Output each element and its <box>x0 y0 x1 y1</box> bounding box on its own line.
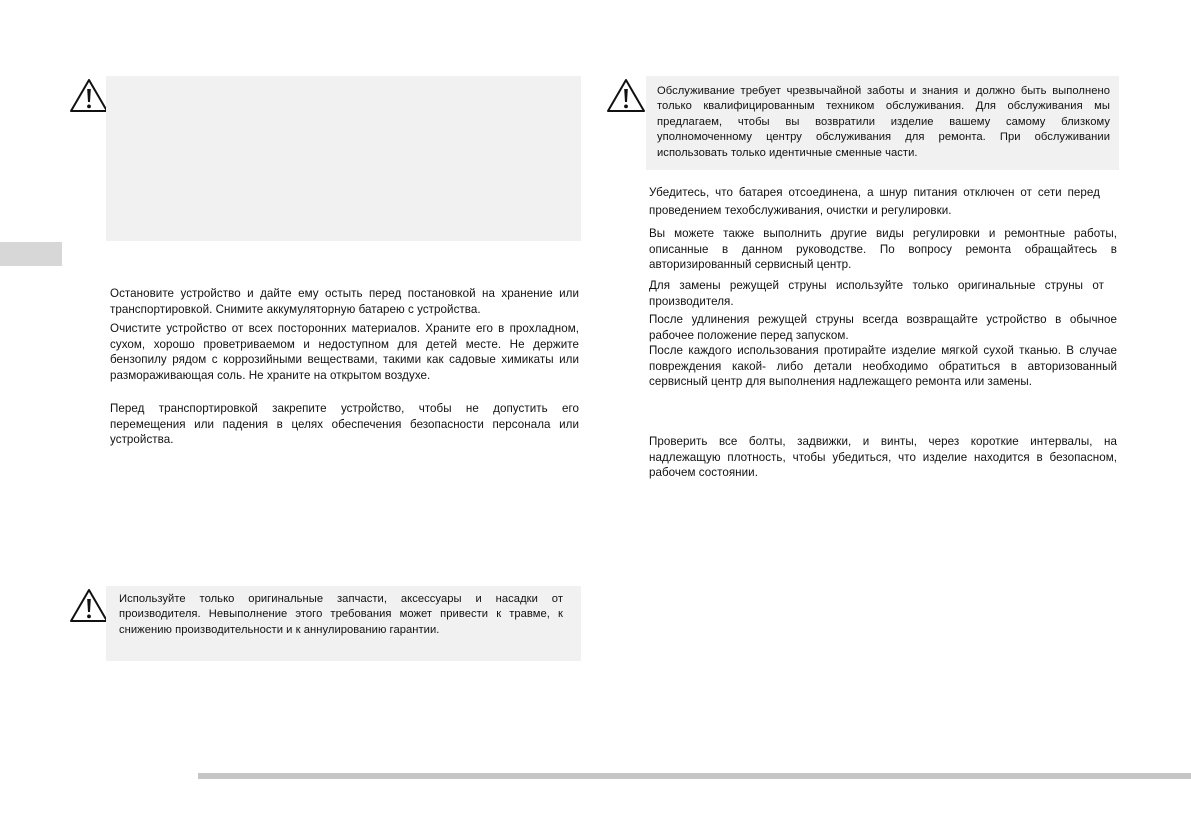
footer-bar <box>198 773 1191 779</box>
warning-text-service: Обслуживание требует чрезвычайной заботы и знания и должно быть выполнено только квалифицированным техником обслуживания. Для обслуживания мы предлагаем, чтобы вы возвратили изделие вашему самому близкому уполномоченному центру обслуживания для ремонта. При обслуживании использовать только идентичные сменные части. <box>657 85 1110 159</box>
paragraph-line-extension: После удлинения режущей струны всегда возвращайте устройство в обычное рабочее положение перед запуском. <box>649 313 1117 342</box>
paragraph-battery-disconnect: Убедитесь, что батарея отсоединена, а шнур питания отключен от сети перед проведением техобслуживания, очистки и регулировки. <box>649 186 1100 217</box>
side-tab-marker <box>0 242 62 266</box>
paragraph-other-adjustments: Вы можете также выполнить другие виды регулировки и ремонтные работы, описанные в данном руководстве. По вопросу ремонта обращайтесь в авторизированный сервисный центр. <box>649 227 1117 272</box>
warning-box-top-left <box>106 76 581 241</box>
paragraph-storage-cooldown: Остановите устройство и дайте ему остыть перед постановкой на хранение или транспортировкой. Снимите аккумуляторную батарею с устройства. <box>110 287 579 316</box>
paragraph-cleaning-after-use: После каждого использования протирайте изделие мягкой сухой тканью. В случае повреждения какой- либо детали необходимо обратиться в авторизованный сервисный центр для выполнения надлежащего ремонта или замены. <box>649 344 1117 389</box>
warning-text-original-parts: Используйте только оригинальные запчасти, аксессуары и насадки от производителя. Невыполнение этого требования может привести к травме, к снижению производительности и к аннулированию гарантии. <box>119 593 563 636</box>
warning-box-top-right <box>646 76 1119 170</box>
paragraph-transport: Перед транспортировкой закрепите устройство, чтобы не допустить его перемещения или падения в целях обеспечения безопасности персонала или устройства. <box>110 402 579 447</box>
paragraph-line-replacement: Для замены режущей струны используйте только оригинальные струны от производителя. <box>649 279 1104 308</box>
warning-box-bottom-left <box>106 586 581 661</box>
paragraph-check-bolts: Проверить все болты, задвижки, и винты, через короткие интервалы, на надлежащую плотность, чтобы убедиться, что изделие находится в безопасном, рабочем состоянии. <box>649 435 1117 480</box>
warning-triangle-icon <box>606 78 646 114</box>
warning-triangle-icon <box>69 78 109 114</box>
warning-triangle-icon <box>69 588 109 624</box>
paragraph-cleaning-storage: Очистите устройство от всех посторонних материалов. Храните его в прохладном, сухом, хорошо проветриваемом и недоступном для детей месте. Не держите бензопилу рядом с коррозийными веществами, такими как садовые химикаты или размораживающая соль. Не храните на открытом воздухе. <box>110 322 579 382</box>
